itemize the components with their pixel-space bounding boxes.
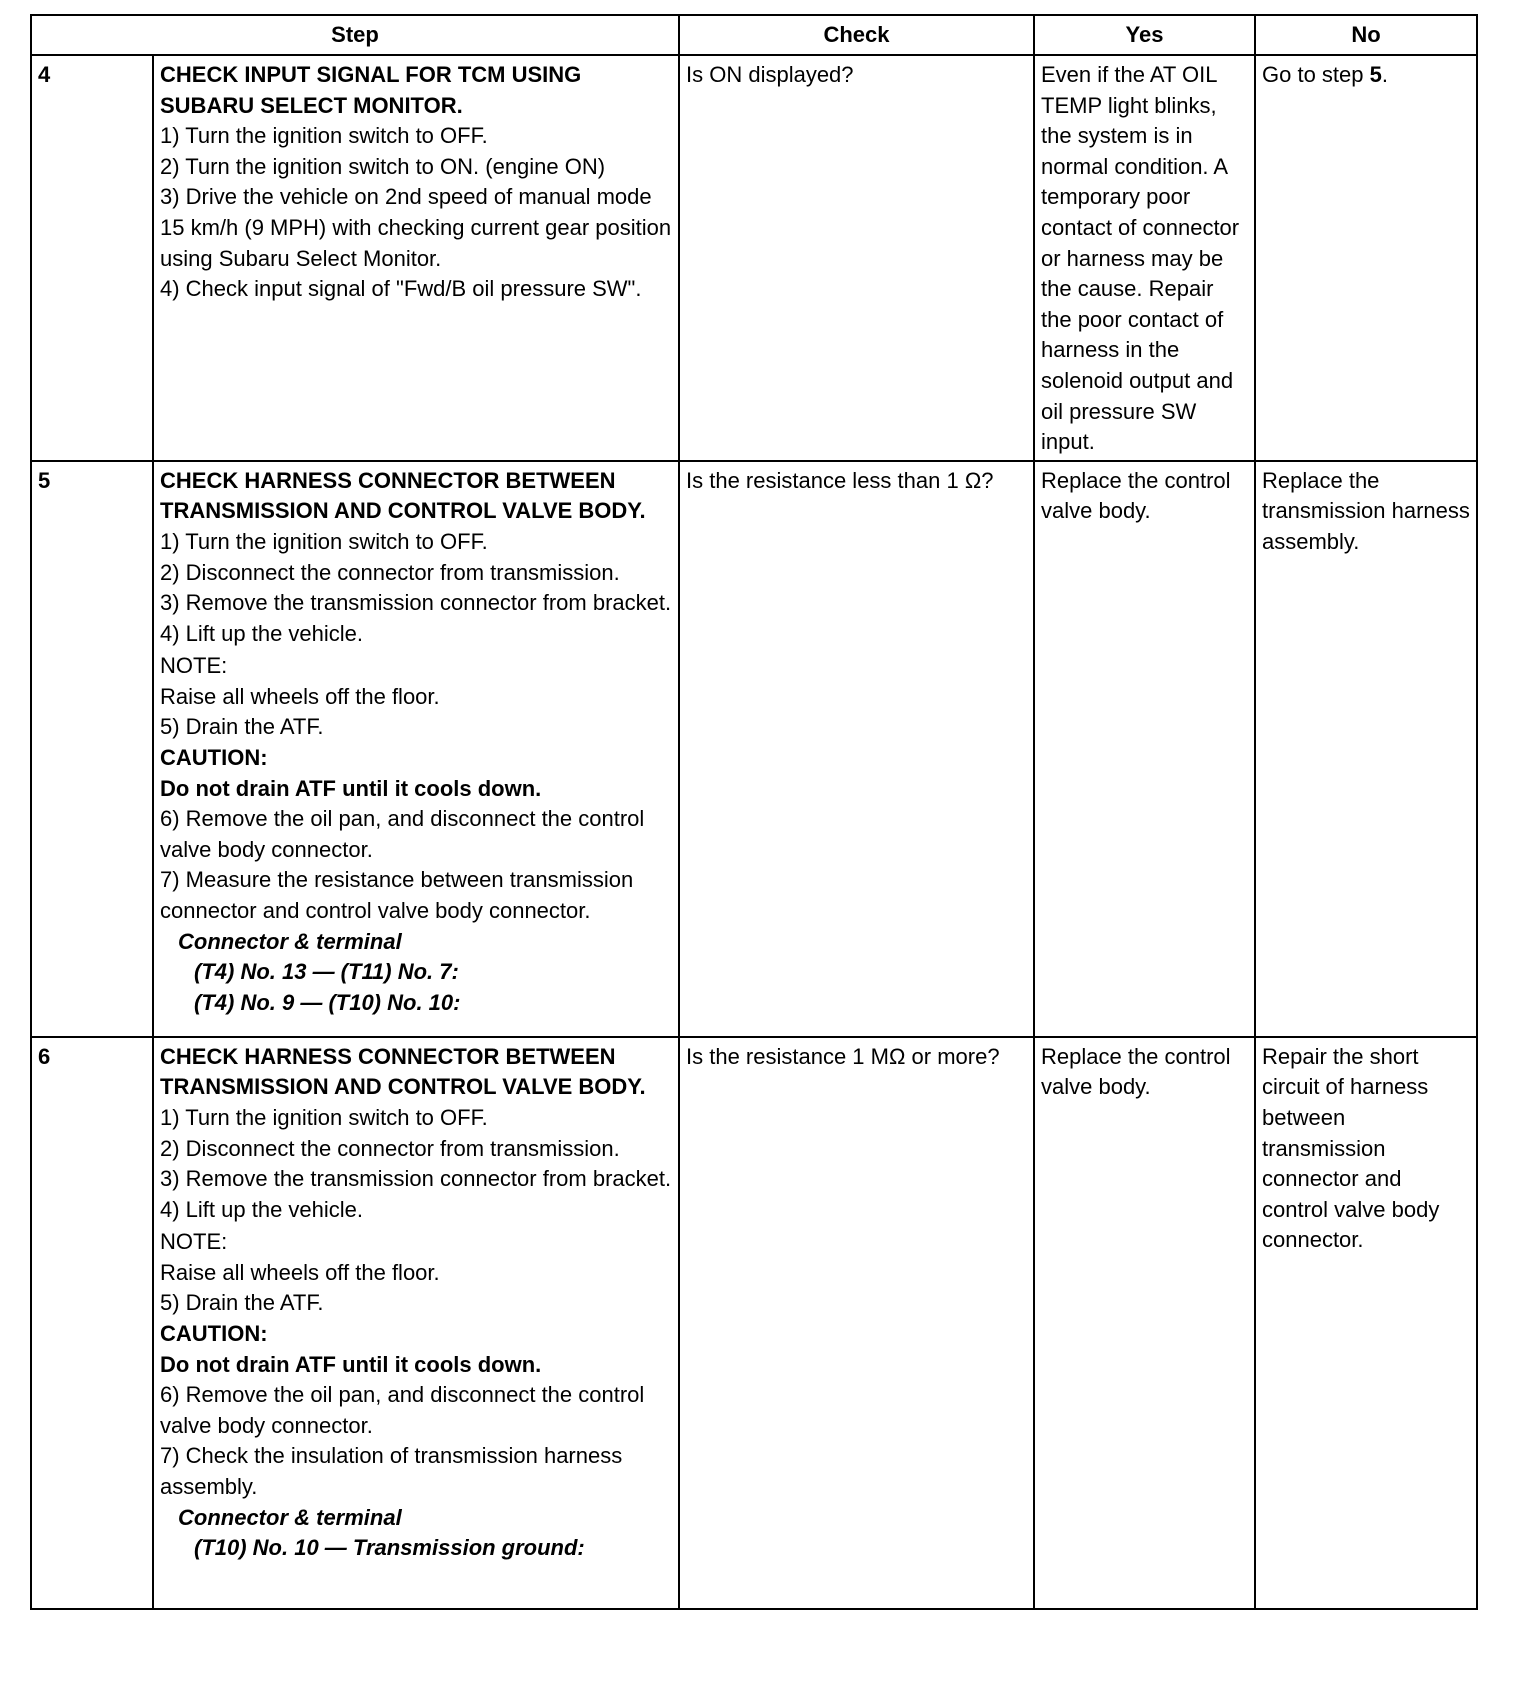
- header-step: Step: [31, 15, 679, 55]
- connector-terminal-item: (T4) No. 9 — (T10) No. 10:: [194, 989, 461, 1015]
- step-instructions: [153, 1037, 679, 1609]
- note-label: NOTE:: [160, 1229, 228, 1255]
- step-item: 7) Check the insulation of transmission harness assembly.: [160, 1443, 623, 1500]
- step-item: 7) Measure the resistance between transmission connector and control valve body connector.: [160, 867, 634, 924]
- step-item: 3) Remove the transmission connector from bracket.: [160, 590, 672, 616]
- check-cell: Is ON displayed?: [679, 55, 1034, 461]
- header-check: Check: [679, 15, 1034, 55]
- step-title: CHECK HARNESS CONNECTOR BETWEEN TRANSMISSION AND CONTROL VALVE BODY.: [160, 467, 646, 524]
- step-instructions: [153, 461, 679, 1037]
- step-title: CHECK HARNESS CONNECTOR BETWEEN TRANSMISSION AND CONTROL VALVE BODY.: [160, 1043, 646, 1100]
- step-item: 4) Lift up the vehicle.: [160, 620, 364, 646]
- step-item: 4) Lift up the vehicle.: [160, 1196, 364, 1222]
- step-number: 5: [31, 461, 153, 1037]
- step-item: 2) Turn the ignition switch to ON. (engine ON): [160, 153, 606, 179]
- step-item: 5) Drain the ATF.: [160, 1290, 324, 1316]
- step-item: 1) Turn the ignition switch to OFF.: [160, 528, 488, 554]
- table-row-step-6: [31, 1037, 1477, 1609]
- yes-cell: Replace the control valve body.: [1034, 1037, 1255, 1609]
- connector-terminal-item: (T10) No. 10 — Transmission ground:: [194, 1535, 585, 1561]
- step-item: 2) Disconnect the connector from transmission.: [160, 559, 620, 585]
- note-label: NOTE:: [160, 653, 228, 679]
- header-row: [31, 15, 1477, 55]
- step-item: 6) Remove the oil pan, and disconnect the control valve body connector.: [160, 1382, 645, 1438]
- step-item: 1) Turn the ignition switch to OFF.: [160, 123, 488, 149]
- step-item: 4) Check input signal of "Fwd/B oil pressure SW".: [160, 276, 642, 302]
- step-item: 1) Turn the ignition switch to OFF.: [160, 1104, 488, 1130]
- caution-text: Do not drain ATF until it cools down.: [160, 775, 542, 801]
- table-row-step-4: [31, 55, 1477, 461]
- check-cell: Is the resistance 1 MΩ or more?: [679, 1037, 1034, 1609]
- table-row-step-5: [31, 461, 1477, 1037]
- step-item: 3) Remove the transmission connector from bracket.: [160, 1166, 672, 1192]
- step-number: 4: [31, 55, 153, 461]
- header-no: No: [1255, 15, 1477, 55]
- caution-label: CAUTION:: [160, 745, 268, 771]
- step-instructions: [153, 55, 679, 461]
- no-cell: Repair the short circuit of harness between transmission connector and control valve body connector.: [1255, 1037, 1477, 1609]
- check-cell: Is the resistance less than 1 Ω?: [679, 461, 1034, 1037]
- step-number: 6: [31, 1037, 153, 1609]
- connector-terminal-label: Connector & terminal: [178, 928, 402, 954]
- step-item: 6) Remove the oil pan, and disconnect the control valve body connector.: [160, 806, 645, 862]
- step-title: CHECK INPUT SIGNAL FOR TCM USING SUBARU SELECT MONITOR.: [160, 62, 582, 118]
- no-suffix: .: [1381, 62, 1388, 87]
- note-text: Raise all wheels off the floor.: [160, 683, 440, 709]
- diagnostic-procedure-table: [30, 14, 1478, 1610]
- step-item: 5) Drain the ATF.: [160, 714, 324, 740]
- step-item: 3) Drive the vehicle on 2nd speed of manual mode 15 km/h (9 MPH) with checking current gear position using Subaru Select Monitor.: [160, 184, 672, 271]
- header-yes: Yes: [1034, 15, 1255, 55]
- connector-terminal-item: (T4) No. 13 — (T11) No. 7:: [194, 959, 459, 985]
- note-text: Raise all wheels off the floor.: [160, 1259, 440, 1285]
- caution-text: Do not drain ATF until it cools down.: [160, 1351, 542, 1377]
- no-text: Go to step: [1262, 62, 1370, 87]
- yes-cell: Even if the AT OIL TEMP light blinks, the system is in normal condition. A temporary poor contact of connector or harness may be the cause. Repair the poor contact of harness in the solenoid output and oil pressure SW input.: [1034, 55, 1255, 461]
- yes-cell: Replace the control valve body.: [1034, 461, 1255, 1037]
- no-cell: Replace the transmission harness assembly.: [1255, 461, 1477, 1037]
- caution-label: CAUTION:: [160, 1321, 268, 1347]
- step-item: 2) Disconnect the connector from transmission.: [160, 1135, 620, 1161]
- no-cell: [1255, 55, 1477, 461]
- next-step-reference: 5: [1369, 62, 1382, 87]
- connector-terminal-label: Connector & terminal: [178, 1504, 402, 1530]
- procedure-table-container: [30, 14, 1476, 1610]
